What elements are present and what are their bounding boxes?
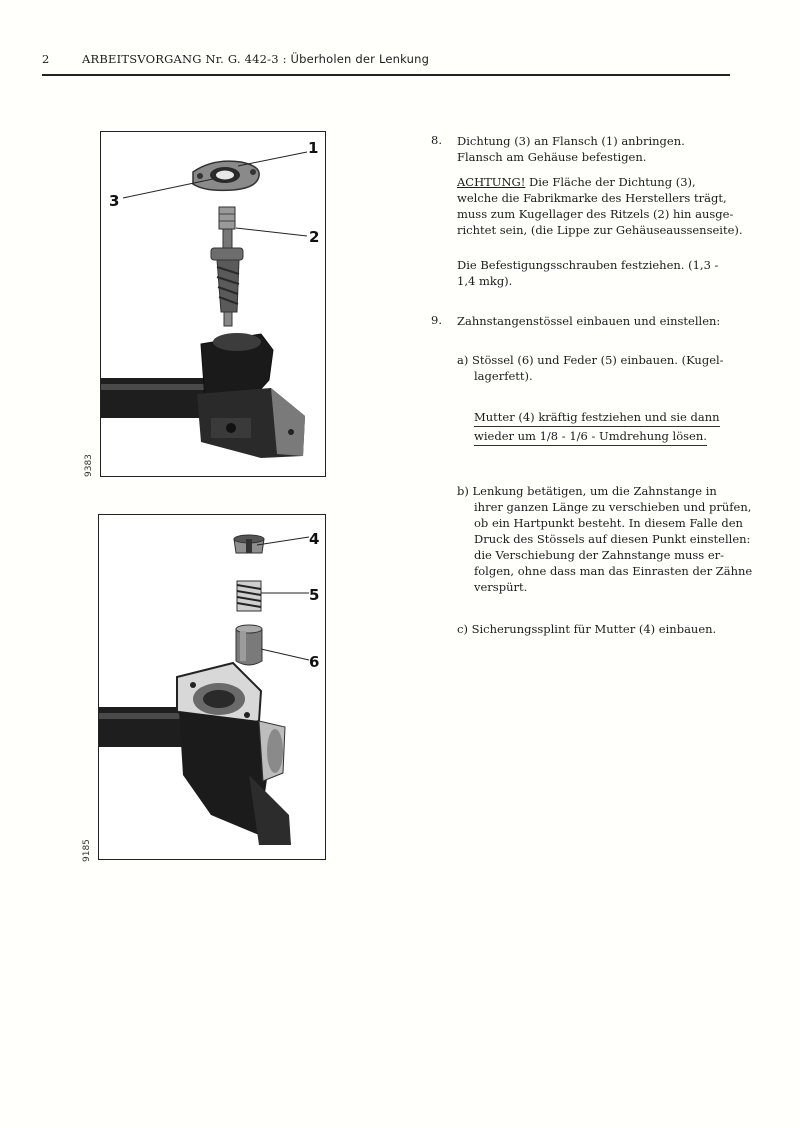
header-rule [42,74,730,76]
nut-part [234,535,264,553]
callout-3: 3 [109,192,120,210]
figure-flange-pinion-illustration [101,132,326,477]
callout-2: 2 [309,228,320,246]
step-9-b-line-4: Druck des Stössels auf diesen Punkt einstellen: [474,532,751,546]
step-9-b-line-3: ob ein Hartpunkt besteht. In diesem Falle den [474,516,743,530]
step-9-a-note-line-2: wieder um 1/8 - 1/6 - Umdrehung lösen. [474,427,707,446]
achtung-line-2: welche die Fabrikmarke des Herstellers trägt, [457,191,727,205]
step-8-torque [457,257,718,289]
step-9-title: Zahnstangenstössel einbauen und einstellen: [457,314,721,328]
figure-number-2: 9185 [82,839,92,862]
title-prefix: ARBEITSVORGANG Nr. G. 442-3 : [82,52,291,66]
step-9-a-note-line-1: Mutter (4) kräftig festziehen und sie dann [474,408,720,427]
step-9-a [457,352,724,384]
flange-part [193,161,259,190]
step-9-b [457,483,752,595]
torque-line-2: 1,4 mkg). [457,274,513,288]
figure-plunger-spring-illustration [99,515,326,860]
callout-4: 4 [309,530,320,548]
step-9-a-line-1: a) Stössel (6) und Feder (5) einbauen. (Kugel- [457,353,724,367]
step-9-a-note [474,408,720,446]
step-9-b-line-7: verspürt. [474,580,528,594]
spring-part [237,581,261,611]
callout-6: 6 [309,653,320,671]
achtung-line-4: richtet sein, (die Lippe zur Gehäuseaussenseite). [457,223,743,237]
achtung-line-3: muss zum Kugellager des Ritzels (2) hin ausge- [457,207,734,221]
step-8-line-2: Flansch am Gehäuse befestigen. [457,150,647,164]
figure-plunger-spring [98,514,326,860]
housing-part-2 [99,663,291,845]
step-8-number: 8. [431,133,442,147]
page-title [82,52,429,66]
step-8-achtung [457,174,743,238]
step-9-c: c) Sicherungssplint für Mutter (4) einbauen. [457,622,717,636]
step-8-text [457,133,685,165]
achtung-label: ACHTUNG! [457,175,526,189]
step-9-b-line-1: b) Lenkung betätigen, um die Zahnstange in [457,484,717,498]
callout-5: 5 [309,586,320,604]
plunger-part [236,625,262,665]
figure-flange-pinion [100,131,326,477]
housing-part [101,333,305,458]
step-9-b-line-6: folgen, ohne dass man das Einrasten der Zähne [474,564,753,578]
pinion-part [211,207,243,326]
step-9-b-line-5: die Verschiebung der Zahnstange muss er- [474,548,725,562]
torque-line-1: Die Befestigungsschrauben festziehen. (1,3 - [457,258,719,272]
page-number: 2 [42,52,50,66]
title-suffix: Überholen der Lenkung [290,52,430,66]
step-9-a-line-2: lagerfett). [474,369,533,383]
step-9-number: 9. [431,313,442,327]
step-8-line-1: Dichtung (3) an Flansch (1) anbringen. [457,134,685,148]
figure-number-1: 9383 [84,454,94,477]
achtung-line-1: Die Fläche der Dichtung (3), [525,175,696,189]
step-9-b-line-2: ihrer ganzen Länge zu verschieben und prüfen, [474,500,752,514]
callout-1: 1 [308,139,319,157]
